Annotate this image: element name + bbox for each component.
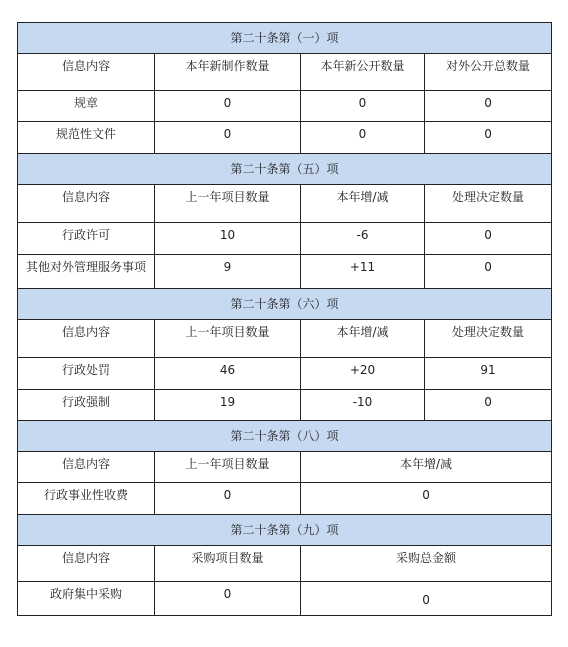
cell-value: 0	[425, 91, 552, 122]
column-header: 上一年项目数量	[155, 320, 301, 358]
column-header: 采购总金额	[301, 546, 552, 582]
cell-value: 46	[155, 358, 301, 390]
section-header-row	[18, 421, 552, 452]
row-label: 行政处罚	[18, 358, 155, 390]
section-title: 第二十条第（一）项	[18, 23, 552, 54]
column-header: 本年增/减	[301, 185, 425, 223]
column-header: 信息内容	[18, 452, 155, 483]
section-header-row	[18, 23, 552, 54]
row-label: 规章	[18, 91, 155, 122]
column-header: 上一年项目数量	[155, 185, 301, 223]
column-header: 信息内容	[18, 54, 155, 91]
table-row	[18, 582, 552, 616]
row-label: 规范性文件	[18, 122, 155, 154]
column-header: 处理决定数量	[425, 185, 552, 223]
section-header-row	[18, 289, 552, 320]
section-title: 第二十条第（五）项	[18, 154, 552, 185]
column-header-row	[18, 320, 552, 358]
column-header-row	[18, 54, 552, 91]
cell-value: 0	[425, 223, 552, 255]
section-title: 第二十条第（八）项	[18, 421, 552, 452]
column-header: 本年新公开数量	[301, 54, 425, 91]
cell-value: 91	[425, 358, 552, 390]
column-header: 采购项目数量	[155, 546, 301, 582]
row-label: 行政强制	[18, 390, 155, 421]
section-header-row	[18, 154, 552, 185]
column-header-row	[18, 185, 552, 223]
cell-value: 0	[155, 582, 301, 616]
column-header-row	[18, 452, 552, 483]
table-row	[18, 223, 552, 255]
cell-value: 0	[425, 390, 552, 421]
column-header: 对外公开总数量	[425, 54, 552, 91]
section-title: 第二十条第（九）项	[18, 515, 552, 546]
column-header: 本年增/减	[301, 452, 552, 483]
column-header: 信息内容	[18, 546, 155, 582]
cell-value: -10	[301, 390, 425, 421]
table-row	[18, 358, 552, 390]
column-header: 信息内容	[18, 320, 155, 358]
cell-value: 0	[155, 91, 301, 122]
cell-value: 0	[425, 255, 552, 289]
table-row	[18, 390, 552, 421]
column-header: 本年新制作数量	[155, 54, 301, 91]
table-row	[18, 91, 552, 122]
column-header: 本年增/减	[301, 320, 425, 358]
cell-value: 0	[155, 483, 301, 515]
cell-value: 0	[425, 122, 552, 154]
row-label: 政府集中采购	[18, 582, 155, 616]
row-label: 行政事业性收费	[18, 483, 155, 515]
cell-value: 0	[301, 122, 425, 154]
cell-value: 0	[301, 91, 425, 122]
cell-value: 9	[155, 255, 301, 289]
disclosure-table	[17, 22, 552, 616]
cell-value: 0	[301, 483, 552, 515]
cell-value: +11	[301, 255, 425, 289]
cell-value: 0	[155, 122, 301, 154]
section-title: 第二十条第（六）项	[18, 289, 552, 320]
row-label: 其他对外管理服务事项	[18, 255, 155, 289]
table-row	[18, 255, 552, 289]
cell-value: 19	[155, 390, 301, 421]
row-label: 行政许可	[18, 223, 155, 255]
cell-value: -6	[301, 223, 425, 255]
column-header-row	[18, 546, 552, 582]
table-row	[18, 122, 552, 154]
column-header: 上一年项目数量	[155, 452, 301, 483]
column-header: 处理决定数量	[425, 320, 552, 358]
table-row	[18, 483, 552, 515]
cell-value: +20	[301, 358, 425, 390]
column-header: 信息内容	[18, 185, 155, 223]
section-header-row	[18, 515, 552, 546]
cell-value: 10	[155, 223, 301, 255]
cell-value: 0	[301, 582, 552, 616]
